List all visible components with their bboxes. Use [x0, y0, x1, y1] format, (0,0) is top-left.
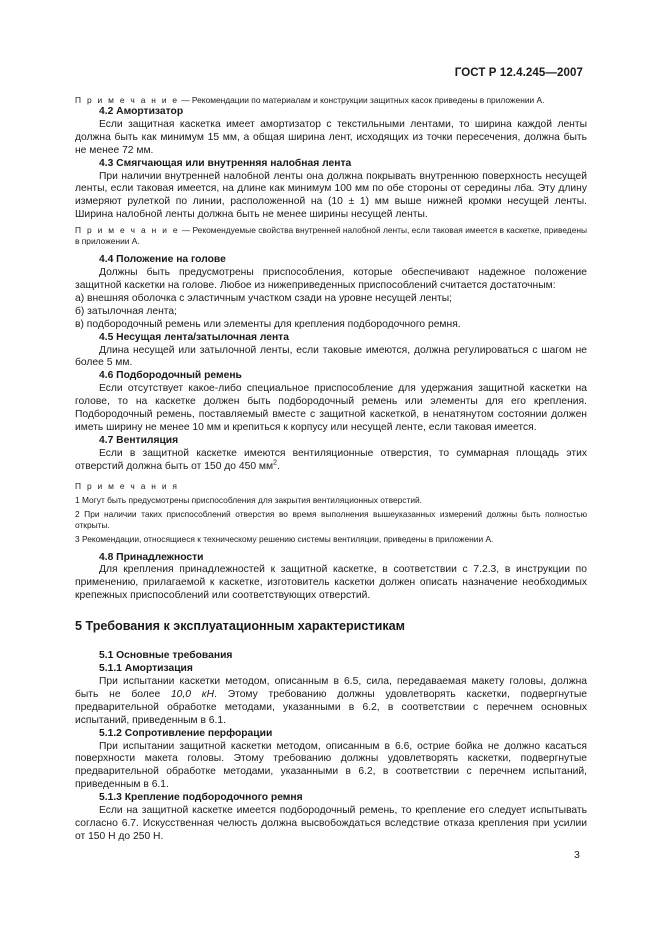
note-item: 3 Рекомендации, относящиеся к техническому решению системы вентиляции, приведены в приложении А. [75, 533, 494, 544]
note-materials: П р и м е ч а н и е — Рекомендации по материалам и конструкции защитных касок приведены в приложении А. [75, 95, 545, 105]
heading-4-2: 4.2 Амортизатор [99, 106, 184, 117]
paragraph-5-1-1: При испытании каскетки методом, описанным в 6.5, сила, передаваемая макету головы, должна быть не более 10,0 кН. Этому требованию должны удовлетворять каскетки, подвергнутые предварительной обработке методами, указанными в 6.2, в соответствии с перечнем основных испытаний, приведенным в 6.1. [75, 676, 588, 726]
heading-4-8: 4.8 Принадлежности [99, 551, 204, 563]
heading-5-1-3: 5.1.3 Крепление подбородочного ремня [99, 792, 303, 804]
list-item: б) затылочная лента; [75, 305, 177, 317]
list-item: в) подбородочный ремень или элементы для крепления подбородочного ремня. [75, 318, 461, 330]
heading-4-7: 4.7 Вентиляция [99, 434, 179, 446]
notes-title: П р и м е ч а н и я [75, 480, 179, 491]
heading-5-1-2: 5.1.2 Сопротивление перфорации [99, 727, 273, 739]
paragraph-5-1-2: При испытании защитной каскетки методом, описанным в 6.6, острие бойка не должно касаться поверхности макета головы. Этому требованию должны удовлетворять каскетки, подвергнутые предварительной обработке методами, указанными в 6.2, в соответствии с перечнем испытаний, приведенным в 6.1. [75, 740, 587, 791]
note-headband: П р и м е ч а н и е — Рекомендуемые свойства внутренней налобной ленты, если таковая имеется в каскетке, приведены в приложении А. [75, 225, 587, 247]
paragraph-4-4: Должны быть предусмотрены приспособления, которые обеспечивают надежное положение защитной каскетки на голове. Любое из нижеприведенных приспособлений считается достаточным: [75, 267, 587, 291]
paragraph-4-7: Если в защитной каскетке имеются вентиляционные отверстия, то суммарная площадь этих отверстий должна быть от 150 до 450 $мм^2$. [75, 447, 587, 472]
paragraph-4-3: При наличии внутренней налобной ленты она должна покрывать внутреннюю поверхность несущей ленты, если таковая имеется, на длине как минимум 100 мм по обе стороны от середины лба. Эту длину измеряют рулеткой по линии, расположенной на (10 ± 1) мм выше нижней кромки несущей ленты. Ширина налобной ленты должна быть не менее ширины несущей ленты. [75, 170, 587, 221]
note-item: 2 При наличии таких приспособлений отверстия во время выполнения вышеуказанных измерений должны быть полностью открыты. [75, 508, 587, 530]
paragraph-4-6: Если отсутствует какое-либо специальное приспособление для удержания защитной каскетки на голове, то на каскетке должен быть подбородочный ремень или элементы для его крепления. Подбородочный ремень, поставляемый вместе с защитной каскеткой, в ненатянутом состоянии должен иметь ширину не менее 10 мм и крепиться к корпусу или несущей ленте, если таковая имеется. [75, 383, 587, 433]
section-5-title: 5 Требования к эксплуатационным характеристикам [75, 619, 405, 634]
note-item: 1 Могут быть предусмотрены приспособления для закрытия вентиляционных отверстий. [75, 494, 422, 505]
paragraph-4-2: Если защитная каскетка имеет амортизатор с текстильными лентами, то ширина каждой ленты должна быть как минимум 15 мм, а общая ширина лент, исходящих из точки пересечения, должна быть не менее 72 мм. [75, 118, 587, 156]
paragraph-5-1-3: Если на защитной каскетке имеется подбородочный ремень, то крепление его следует испытывать согласно 6.7. Искусственная челюсть должна высвобождаться вследствие отказа крепления при усилии от 150 Н до 250 Н. [75, 805, 587, 842]
heading-4-5: 4.5 Несущая лента/затылочная лента [99, 331, 289, 343]
page-content [75, 95, 587, 844]
heading-5-1-1: 5.1.1 Амортизация [99, 663, 193, 675]
heading-4-6: 4.6 Подбородочный ремень [99, 370, 242, 382]
paragraph-4-5: Длина несущей или затылочной ленты, если таковые имеются, должна регулироваться с шагом не более 5 мм. [75, 344, 587, 369]
page-number: 3 [574, 849, 580, 861]
list-item: а) внешняя оболочка с эластичным участком сзади на уровне несущей ленты; [75, 292, 452, 304]
heading-4-4: 4.4 Положение на голове [99, 254, 226, 266]
heading-4-3: 4.3 Смягчающая или внутренняя налобная лента [99, 157, 352, 169]
document-header: ГОСТ Р 12.4.245—2007 [454, 67, 583, 79]
paragraph-4-8: Для крепления принадлежностей к защитной каскетке, в соответствии с 7.2.3, в инструкции по применению, прилагаемой к каскетке, изготовитель каскетки должен описать назначение необходимых крепежных приспособлений или соответствующих отверстий. [75, 564, 587, 602]
heading-5-1: 5.1 Основные требования [99, 650, 233, 662]
